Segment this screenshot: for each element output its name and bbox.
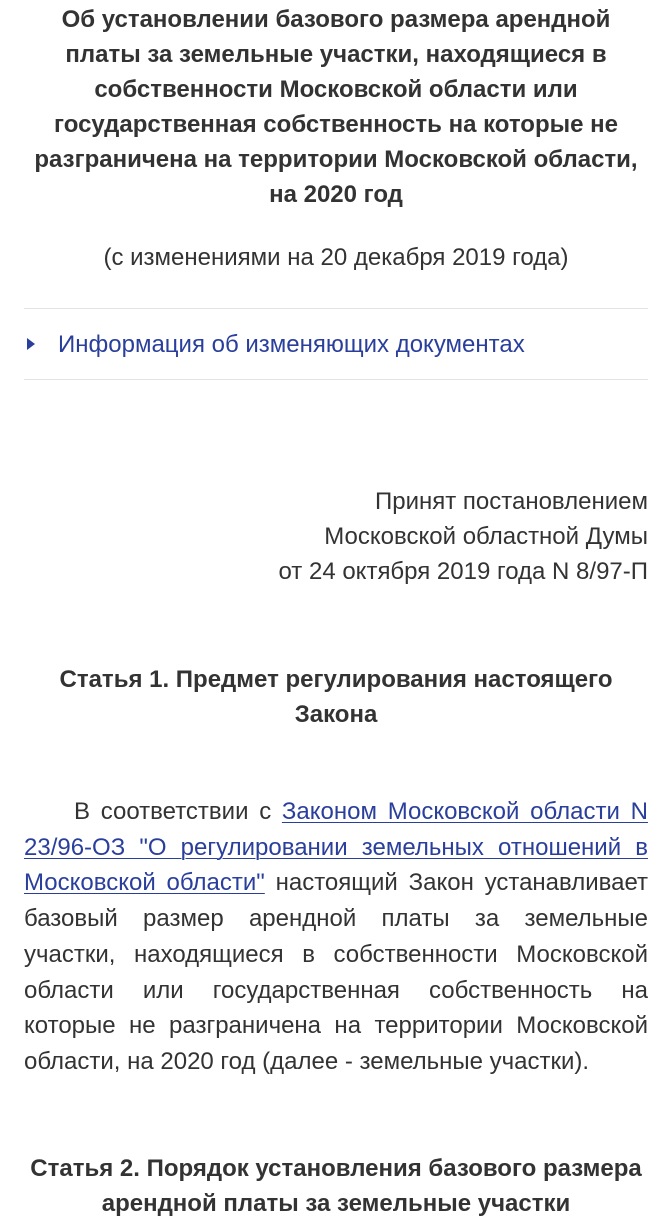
adoption-info bbox=[278, 484, 648, 589]
revision-note: (с изменениями на 20 декабря 2019 года) bbox=[103, 244, 569, 271]
adoption-line: от 24 октября 2019 года N 8/97-П bbox=[278, 558, 648, 585]
law-link[interactable]: Законом Московской области N 23/96-ОЗ "О регулировании земельных отношений в Московской области" bbox=[24, 798, 648, 897]
article-2-heading: Статья 2. Порядок установления базового размера арендной платы за земельные участки bbox=[30, 1155, 642, 1217]
document-title: Об установлении базового размера арендной платы за земельные участки, находящиеся в собственности Московской области или государственная собственность на которые не разграничена на территории Московской области, на 2020 год bbox=[34, 6, 638, 208]
changes-info-label[interactable]: Информация об изменяющих документах bbox=[58, 330, 525, 358]
adoption-line: Принят постановлением bbox=[375, 488, 648, 515]
paragraph-text: настоящий Закон устанавливает базовый размер арендной платы за земельные участки, находящиеся в собственности Московской области или государственная собственность на которые не разграничена на территории Московской области, на 2020 год (далее - земельные участки). bbox=[24, 869, 649, 1075]
triangle-right-icon bbox=[26, 337, 36, 351]
article-1-heading: Статья 1. Предмет регулирования настоящего Закона bbox=[59, 666, 613, 728]
changes-info-toggle[interactable] bbox=[24, 308, 648, 380]
article-1-paragraph bbox=[24, 794, 648, 1080]
paragraph-text: В соответствии с bbox=[74, 798, 282, 825]
adoption-line: Московской областной Думы bbox=[324, 523, 648, 550]
